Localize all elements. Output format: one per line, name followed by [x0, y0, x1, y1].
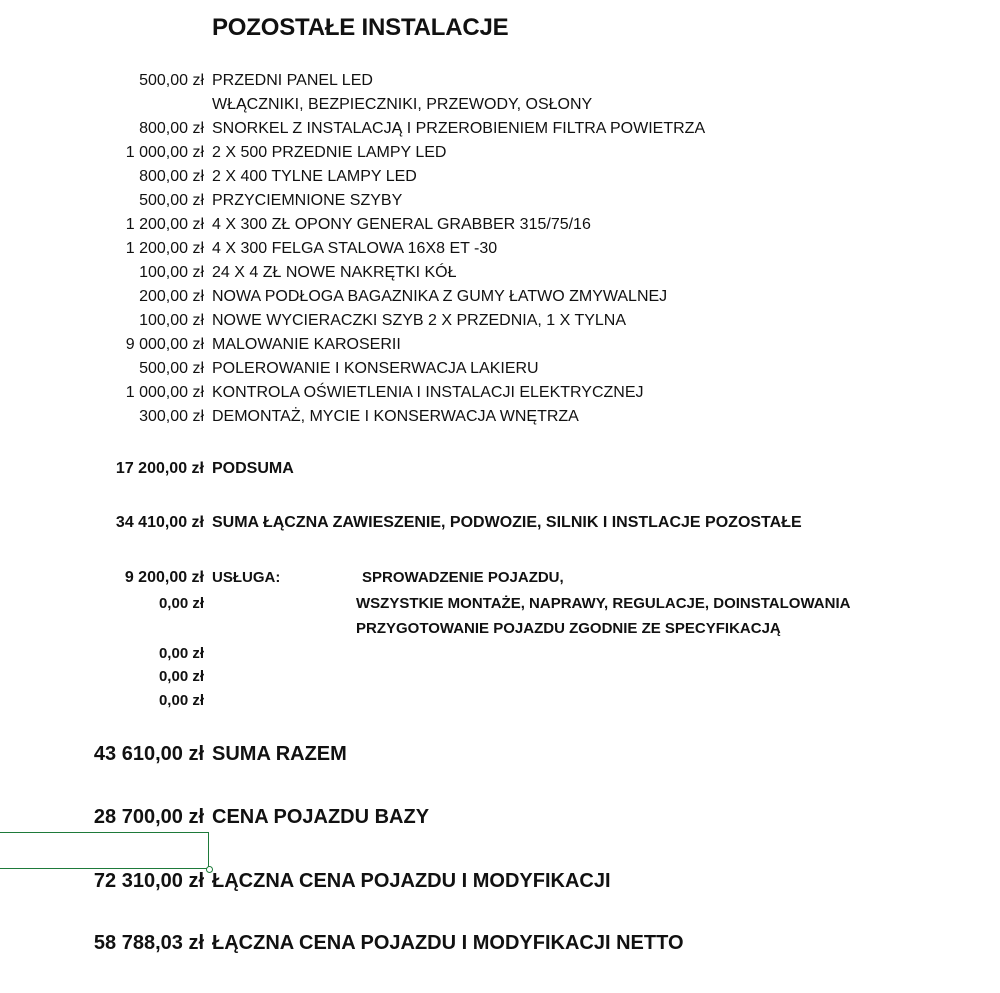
item-desc: NOWA PODŁOGA BAGAZNIKA Z GUMY ŁATWO ZMYWALNEJ — [212, 288, 668, 305]
item-amount: 800,00 zł — [139, 168, 204, 185]
item-amount: 200,00 zł — [139, 288, 204, 305]
extra-amount: 0,00 zł — [158, 645, 204, 662]
item-desc: WŁĄCZNIKI, BEZPIECZNIKI, PRZEWODY, OSŁONY — [212, 96, 593, 113]
selected-cell[interactable] — [0, 832, 209, 869]
item-amount: 100,00 zł — [139, 312, 204, 329]
total-price-label: ŁĄCZNA CENA POJAZDU I MODYFIKACJI — [212, 870, 611, 892]
extra-amount: 0,00 zł — [158, 668, 204, 685]
item-amount: 1 200,00 zł — [125, 240, 204, 257]
total-all-amount: 34 410,00 zł — [115, 514, 204, 531]
item-desc: PRZYCIEMNIONE SZYBY — [212, 192, 403, 209]
item-amount: 100,00 zł — [139, 264, 204, 281]
item-desc: 2 X 400 TYLNE LAMPY LED — [212, 168, 417, 185]
item-amount: 9 000,00 zł — [125, 336, 204, 353]
item-desc: PRZEDNI PANEL LED — [212, 72, 373, 89]
page-title: POZOSTAŁE INSTALACJE — [212, 14, 509, 41]
item-desc: 4 X 300 FELGA STALOWA 16X8 ET -30 — [212, 240, 498, 257]
total-price-amount: 72 310,00 zł — [93, 870, 204, 892]
item-desc: 2 X 500 PRZEDNIE LAMPY LED — [212, 144, 447, 161]
item-amount: 500,00 zł — [139, 360, 204, 377]
item-amount: 1 000,00 zł — [125, 384, 204, 401]
item-desc: DEMONTAŻ, MYCIE I KONSERWACJA WNĘTRZA — [212, 408, 579, 425]
item-amount: 800,00 zł — [139, 120, 204, 137]
service-line-2: WSZYSTKIE MONTAŻE, NAPRAWY, REGULACJE, DOINSTALOWANIA — [356, 595, 851, 612]
service-amount: 9 200,00 zł — [124, 569, 204, 586]
item-amount: 500,00 zł — [139, 192, 204, 209]
base-price-label: CENA POJAZDU BAZY — [212, 806, 430, 828]
subtotal-label: PODSUMA — [212, 460, 294, 477]
extra-amount: 0,00 zł — [158, 692, 204, 709]
total-net-amount: 58 788,03 zł — [93, 932, 204, 954]
subtotal-amount: 17 200,00 zł — [115, 460, 204, 477]
item-desc: KONTROLA OŚWIETLENIA I INSTALACJI ELEKTRYCZNEJ — [212, 384, 644, 401]
item-desc: POLEROWANIE I KONSERWACJA LAKIERU — [212, 360, 539, 377]
total-net-label: ŁĄCZNA CENA POJAZDU I MODYFIKACJI NETTO — [212, 932, 684, 954]
item-amount: 1 200,00 zł — [125, 216, 204, 233]
sum-total-label: SUMA RAZEM — [212, 743, 347, 765]
item-desc: 4 X 300 ZŁ OPONY GENERAL GRABBER 315/75/16 — [212, 216, 591, 233]
item-desc: MALOWANIE KAROSERII — [212, 336, 401, 353]
total-all-label: SUMA ŁĄCZNA ZAWIESZENIE, PODWOZIE, SILNIK I INSTLACJE POZOSTAŁE — [212, 514, 802, 531]
base-price-amount: 28 700,00 zł — [93, 806, 204, 828]
service-label: USŁUGA: — [212, 569, 281, 586]
sum-total-amount: 43 610,00 zł — [93, 743, 204, 765]
item-desc: NOWE WYCIERACZKI SZYB 2 X PRZEDNIA, 1 X TYLNA — [212, 312, 627, 329]
service-amount-2: 0,00 zł — [158, 595, 204, 612]
service-line-1: SPROWADZENIE POJAZDU, — [362, 569, 564, 586]
service-line-3: PRZYGOTOWANIE POJAZDU ZGODNIE ZE SPECYFIKACJĄ — [356, 620, 781, 637]
item-desc: SNORKEL Z INSTALACJĄ I PRZEROBIENIEM FILTRA POWIETRZA — [212, 120, 706, 137]
item-desc: 24 X 4 ZŁ NOWE NAKRĘTKI KÓŁ — [212, 264, 457, 281]
item-amount: 300,00 zł — [139, 408, 204, 425]
item-amount: 500,00 zł — [139, 72, 204, 89]
item-amount: 1 000,00 zł — [125, 144, 204, 161]
